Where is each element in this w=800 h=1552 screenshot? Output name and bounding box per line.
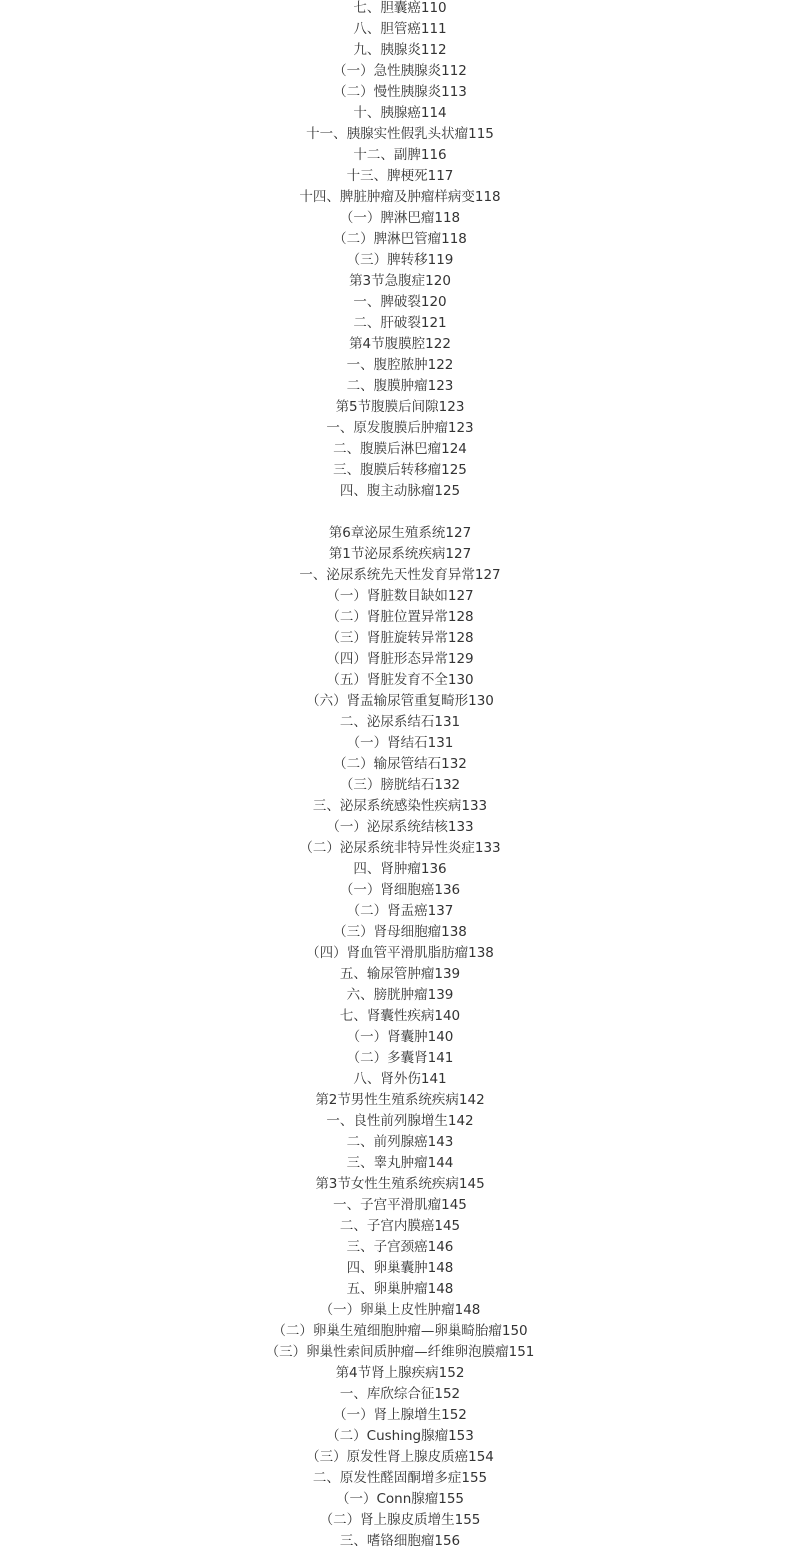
toc-entry: 十、胰腺癌114 — [353, 105, 447, 121]
toc-entry: 第2节男性生殖系统疾病142 — [315, 1092, 485, 1108]
toc-entry: 三、子宫颈癌146 — [346, 1239, 454, 1255]
toc-entry: （三）肾脏旋转异常128 — [326, 630, 474, 646]
toc-entry: 第4节腹膜腔122 — [349, 336, 451, 352]
toc-entry: 一、腹腔脓肿122 — [346, 357, 454, 373]
toc-entry: 一、脾破裂120 — [353, 294, 447, 310]
toc-entry: （四）肾脏形态异常129 — [326, 651, 474, 667]
toc-entry: （二）肾脏位置异常128 — [326, 609, 474, 625]
toc-entry: 八、胆管癌111 — [353, 21, 447, 37]
toc-entry: （二）肾盂癌137 — [346, 903, 454, 919]
toc-entry: （二）输尿管结石132 — [333, 756, 467, 772]
toc-entry: （二）多囊肾141 — [346, 1050, 454, 1066]
toc-entry: （一）肾脏数目缺如127 — [326, 588, 474, 604]
toc-entry: （一）肾细胞癌136 — [339, 882, 461, 898]
toc-entry: 二、腹膜肿瘤123 — [346, 378, 454, 394]
toc-entry: 一、良性前列腺增生142 — [326, 1113, 474, 1129]
toc-entry: 四、肾肿瘤136 — [353, 861, 447, 877]
toc-entry: （三）原发性肾上腺皮质癌154 — [306, 1449, 494, 1465]
toc-entry: 十三、脾梗死117 — [346, 168, 454, 184]
toc-entry: 第3节女性生殖系统疾病145 — [315, 1176, 485, 1192]
toc-entry: 六、膀胱肿瘤139 — [346, 987, 454, 1003]
toc-entry: （一）肾结石131 — [346, 735, 454, 751]
toc-entry: 一、子宫平滑肌瘤145 — [333, 1197, 467, 1213]
toc-entry: 三、睾丸肿瘤144 — [346, 1155, 454, 1171]
toc-entry: 十四、脾脏肿瘤及肿瘤样病变118 — [299, 189, 501, 205]
toc-entry: （一）卵巢上皮性肿瘤148 — [319, 1302, 481, 1318]
toc-entry: 四、卵巢囊肿148 — [346, 1260, 454, 1276]
toc-entry: （三）肾母细胞瘤138 — [333, 924, 467, 940]
toc-entry: （一）肾上腺增生152 — [333, 1407, 467, 1423]
toc-entry: 九、胰腺炎112 — [353, 42, 447, 58]
toc-entry: 五、输尿管肿瘤139 — [339, 966, 461, 982]
toc-entry: （四）肾血管平滑肌脂肪瘤138 — [306, 945, 494, 961]
toc-entry: 第3节急腹症120 — [349, 273, 451, 289]
toc-entry: 一、原发腹膜后肿瘤123 — [326, 420, 474, 436]
toc-entry: 第4节肾上腺疾病152 — [335, 1365, 465, 1381]
toc-entry: 二、前列腺癌143 — [346, 1134, 454, 1150]
toc-entry: 五、卵巢肿瘤148 — [346, 1281, 454, 1297]
toc-entry: （二）肾上腺皮质增生155 — [319, 1512, 481, 1528]
toc-entry: 第1节泌尿系统疾病127 — [328, 546, 472, 562]
toc-entry: （二）慢性胰腺炎113 — [333, 84, 467, 100]
toc-entry: （三）膀胱结石132 — [339, 777, 461, 793]
toc-entry: （一）急性胰腺炎112 — [333, 63, 467, 79]
toc-entry: 三、嗜铬细胞瘤156 — [339, 1533, 461, 1549]
toc-entry: （二）泌尿系统非特异性炎症133 — [299, 840, 501, 856]
toc-entry: 四、腹主动脉瘤125 — [339, 483, 461, 499]
toc-entry: 一、库欣综合征152 — [339, 1386, 461, 1402]
toc-entry: 一、泌尿系统先天性发育异常127 — [299, 567, 501, 583]
toc-entry: （六）肾盂输尿管重复畸形130 — [306, 693, 494, 709]
toc-entry: 十二、副脾116 — [353, 147, 447, 163]
toc-entry: 十一、胰腺实性假乳头状瘤115 — [306, 126, 494, 142]
toc-entry: （二）Cushing腺瘤153 — [326, 1428, 474, 1444]
toc-entry: （一）肾囊肿140 — [346, 1029, 454, 1045]
toc-entry: 七、肾囊性疾病140 — [339, 1008, 461, 1024]
toc-entry: （三）卵巢性索间质肿瘤—纤维卵泡膜瘤151 — [265, 1344, 535, 1360]
toc-entry: 第6章泌尿生殖系统127 — [328, 525, 472, 541]
toc-entry: （一）Conn腺瘤155 — [335, 1491, 465, 1507]
toc-entry: 二、子宫内膜癌145 — [339, 1218, 461, 1234]
toc-entry: （三）脾转移119 — [346, 252, 454, 268]
toc-entry: 八、肾外伤141 — [353, 1071, 447, 1087]
toc-entry: 三、泌尿系统感染性疾病133 — [312, 798, 488, 814]
toc-entry: 第5节腹膜后间隙123 — [335, 399, 465, 415]
toc-entry: （二）卵巢生殖细胞肿瘤—卵巢畸胎瘤150 — [272, 1323, 528, 1339]
toc-entry: 三、腹膜后转移瘤125 — [333, 462, 467, 478]
section-gap — [0, 502, 800, 523]
toc-entry: （一）泌尿系统结核133 — [326, 819, 474, 835]
toc-entry: 二、腹膜后淋巴瘤124 — [333, 441, 467, 457]
toc-entry: （五）肾脏发育不全130 — [326, 672, 474, 688]
toc-entry: 二、肝破裂121 — [353, 315, 447, 331]
toc-entry: 七、胆囊癌110 — [353, 0, 447, 16]
toc-entry: （一）脾淋巴瘤118 — [339, 210, 461, 226]
toc-entry: 二、原发性醛固酮增多症155 — [312, 1470, 488, 1486]
toc-entry: （二）脾淋巴管瘤118 — [333, 231, 467, 247]
toc-entry: 二、泌尿系结石131 — [339, 714, 461, 730]
